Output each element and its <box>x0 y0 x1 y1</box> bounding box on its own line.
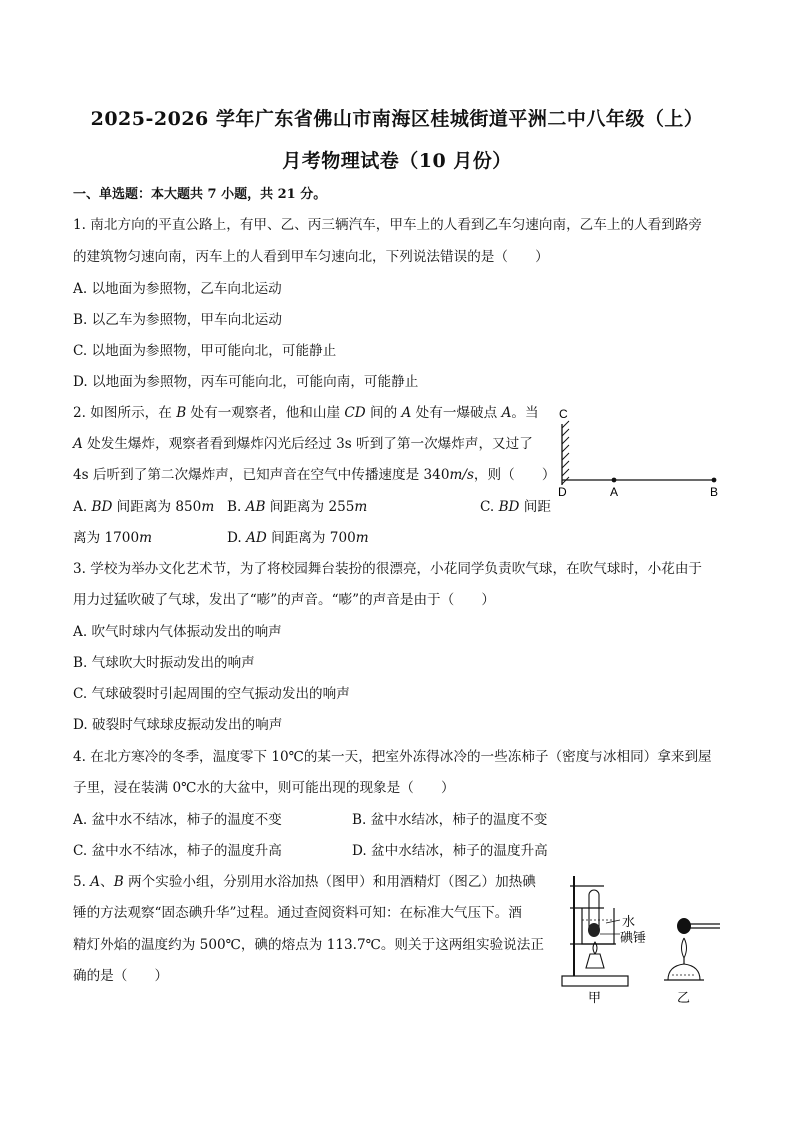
q2-option-a: A. BD 间距离为 850m <box>73 499 215 515</box>
label-water: 水 <box>622 915 636 930</box>
q3-stem-line1: 3. 学校为举办文化艺术节，为了将校园舞台装扮的很漂亮，小花同学负责吹气球，在吹气球时，小花由于 <box>73 561 703 577</box>
q3-option-c: C. 气球破裂时引起周围的空气振动发出的响声 <box>73 686 350 702</box>
q4-option-c: C. 盆中水不结冰，柿子的温度升高 <box>73 843 282 859</box>
label-d: D <box>558 485 567 499</box>
q1-stem-line1: 1. 南北方向的平直公路上，有甲、乙、丙三辆汽车，甲车上的人看到乙车匀速向南，乙车上的人看到路旁 <box>73 217 703 233</box>
q4-option-b: B. 盆中水结冰，柿子的温度不变 <box>352 812 548 828</box>
q5-stem-line4: 确的是（ ） <box>73 968 169 984</box>
q1-option-a: A. 以地面为参照物，乙车向北运动 <box>73 281 282 297</box>
q1-stem-line2: 的建筑物匀速向南，丙车上的人看到甲车匀速向北，下列说法错误的是（ ） <box>73 249 549 265</box>
q5-stem-line1: 5. A、B 两个实验小组，分别用水浴加热（图甲）和用酒精灯（图乙）加热碘 <box>73 874 536 890</box>
q2-option-c-cont: 离为 1700m <box>73 530 152 546</box>
q1-option-b: B. 以乙车为参照物，甲车向北运动 <box>73 312 282 328</box>
label-a: A <box>610 485 619 499</box>
q2-option-d: D. AD 间距离为 700m <box>227 530 369 546</box>
q3-option-b: B. 气球吹大时振动发出的响声 <box>73 655 255 671</box>
q2-option-b: B. AB 间距离为 255m <box>227 499 368 515</box>
label-b: B <box>710 485 719 499</box>
q5-stem-line3: 精灯外焰的温度约为 500℃，碘的熔点为 113.7℃。则关于这两组实验说法正 <box>73 937 544 953</box>
exam-title-line2: 月考物理试卷（10 月份） <box>282 150 512 172</box>
q4-stem-line1: 4. 在北方寒冷的冬季，温度零下 10℃的某一天，把室外冻得冰冷的一些冻柿子（密度与冰相同）拿来到屋 <box>73 749 712 765</box>
q4-option-d: D. 盆中水结冰，柿子的温度升高 <box>352 843 548 859</box>
exam-title-line1: 2025-2026 学年广东省佛山市南海区桂城街道平洲二中八年级（上） <box>90 108 704 130</box>
q4-option-a: A. 盆中水不结冰，柿子的温度不变 <box>73 812 282 828</box>
q2-stem-line3: 4s 后听到了第二次爆炸声，已知声音在空气中传播速度是 340m/s，则（ ） <box>73 467 556 483</box>
q3-stem-line2: 用力过猛吹破了气球，发出了“嘭”的声音。“嘭”的声音是由于（ ） <box>73 592 496 608</box>
label-c: C <box>559 407 568 421</box>
q5-stem-line2: 锤的方法观察“固态碘升华”过程。通过查阅资料可知：在标准大气压下。酒 <box>73 905 522 921</box>
iodine-experiment-figure <box>556 868 726 1008</box>
q3-option-d: D. 破裂时气球球皮振动发出的响声 <box>73 717 283 733</box>
label-jia: 甲 <box>588 991 602 1006</box>
cliff-diagram <box>548 400 728 505</box>
q4-stem-line2: 子里，浸在装满 0℃水的大盆中，则可能出现的现象是（ ） <box>73 780 455 796</box>
q1-option-c: C. 以地面为参照物，甲可能向北，可能静止 <box>73 343 337 359</box>
section-heading: 一、单选题：本大题共 7 小题，共 21 分。 <box>73 187 327 202</box>
q2-stem-line2: A 处发生爆炸，观察者看到爆炸闪光后经过 3s 听到了第一次爆炸声，又过了 <box>73 436 533 452</box>
q2-stem-line1: 2. 如图所示，在 B 处有一观察者，他和山崖 CD 间的 A 处有一爆破点 A。当 <box>73 405 539 421</box>
label-iodine: 碘锤 <box>620 931 647 946</box>
label-yi: 乙 <box>677 991 691 1006</box>
q3-option-a: A. 吹气时球内气体振动发出的响声 <box>73 624 282 640</box>
q2-option-c: C. BD 间距 <box>480 499 551 515</box>
q1-option-d: D. 以地面为参照物，丙车可能向北，可能向南，可能静止 <box>73 374 419 390</box>
